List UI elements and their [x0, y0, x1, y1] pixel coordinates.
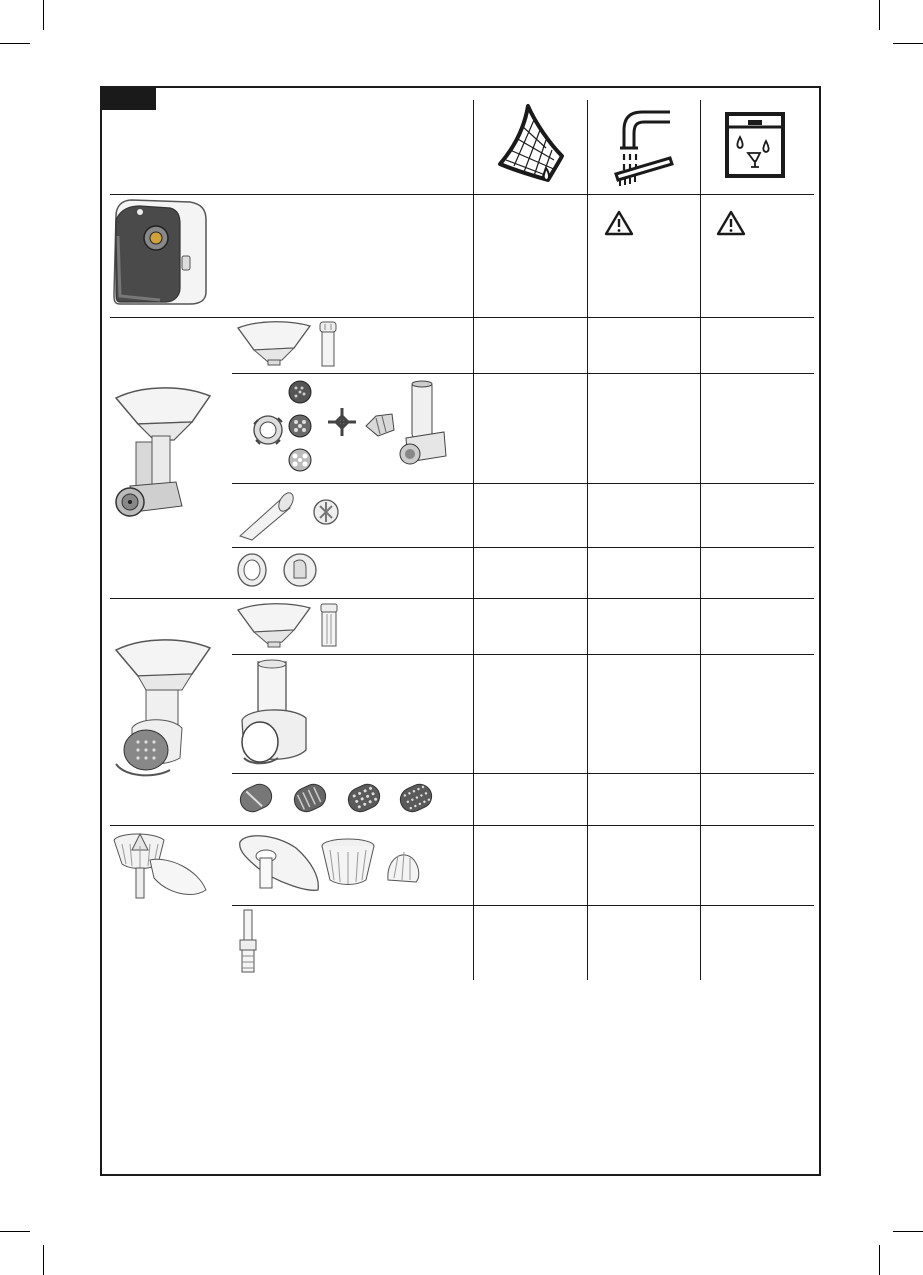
- crop-mark: [893, 43, 923, 44]
- subrow-divider: [232, 373, 814, 374]
- citrus-press-parts-image: [236, 828, 432, 898]
- base-unit-image: [110, 196, 210, 306]
- subrow-divider: [232, 905, 814, 906]
- food-tray-image: [236, 318, 312, 366]
- warning-icon: [716, 210, 746, 236]
- sausage-attachment-image: [236, 486, 346, 542]
- column-divider: [587, 100, 588, 980]
- crop-mark: [0, 43, 30, 44]
- crop-mark: [0, 1231, 30, 1232]
- crop-mark: [893, 1231, 923, 1232]
- crop-mark: [879, 0, 880, 30]
- citrus-press-shaft-image: [236, 908, 260, 978]
- row-divider: [110, 598, 814, 599]
- column-divider: [473, 100, 474, 980]
- hand-wash-running-water-icon: [608, 104, 674, 188]
- slicer-assembly-image: [110, 632, 214, 782]
- slicer-housing-image: [238, 658, 312, 766]
- dishwasher-icon: [724, 111, 786, 179]
- slicer-pusher-image: [318, 602, 340, 648]
- section-tab: [102, 88, 156, 110]
- crop-mark: [43, 0, 44, 30]
- slicer-tray-image: [236, 600, 312, 648]
- kebbe-attachment-image: [234, 550, 330, 590]
- subrow-divider: [232, 547, 814, 548]
- row-divider: [110, 317, 814, 318]
- warning-icon: [604, 210, 634, 236]
- dry-wipe-cloth-icon: [494, 100, 566, 186]
- slicer-drums-image: [236, 778, 440, 818]
- grinder-parts-image: [236, 378, 450, 476]
- subrow-divider: [232, 483, 814, 484]
- subrow-divider: [232, 654, 814, 655]
- subrow-divider: [232, 773, 814, 774]
- row-divider: [110, 194, 814, 195]
- crop-mark: [43, 1245, 44, 1275]
- pusher-image: [317, 320, 339, 368]
- row-divider: [110, 825, 814, 826]
- citrus-press-assembly-image: [110, 830, 210, 902]
- crop-mark: [879, 1245, 880, 1275]
- column-divider: [700, 100, 701, 980]
- meat-grinder-assembly-image: [110, 380, 214, 530]
